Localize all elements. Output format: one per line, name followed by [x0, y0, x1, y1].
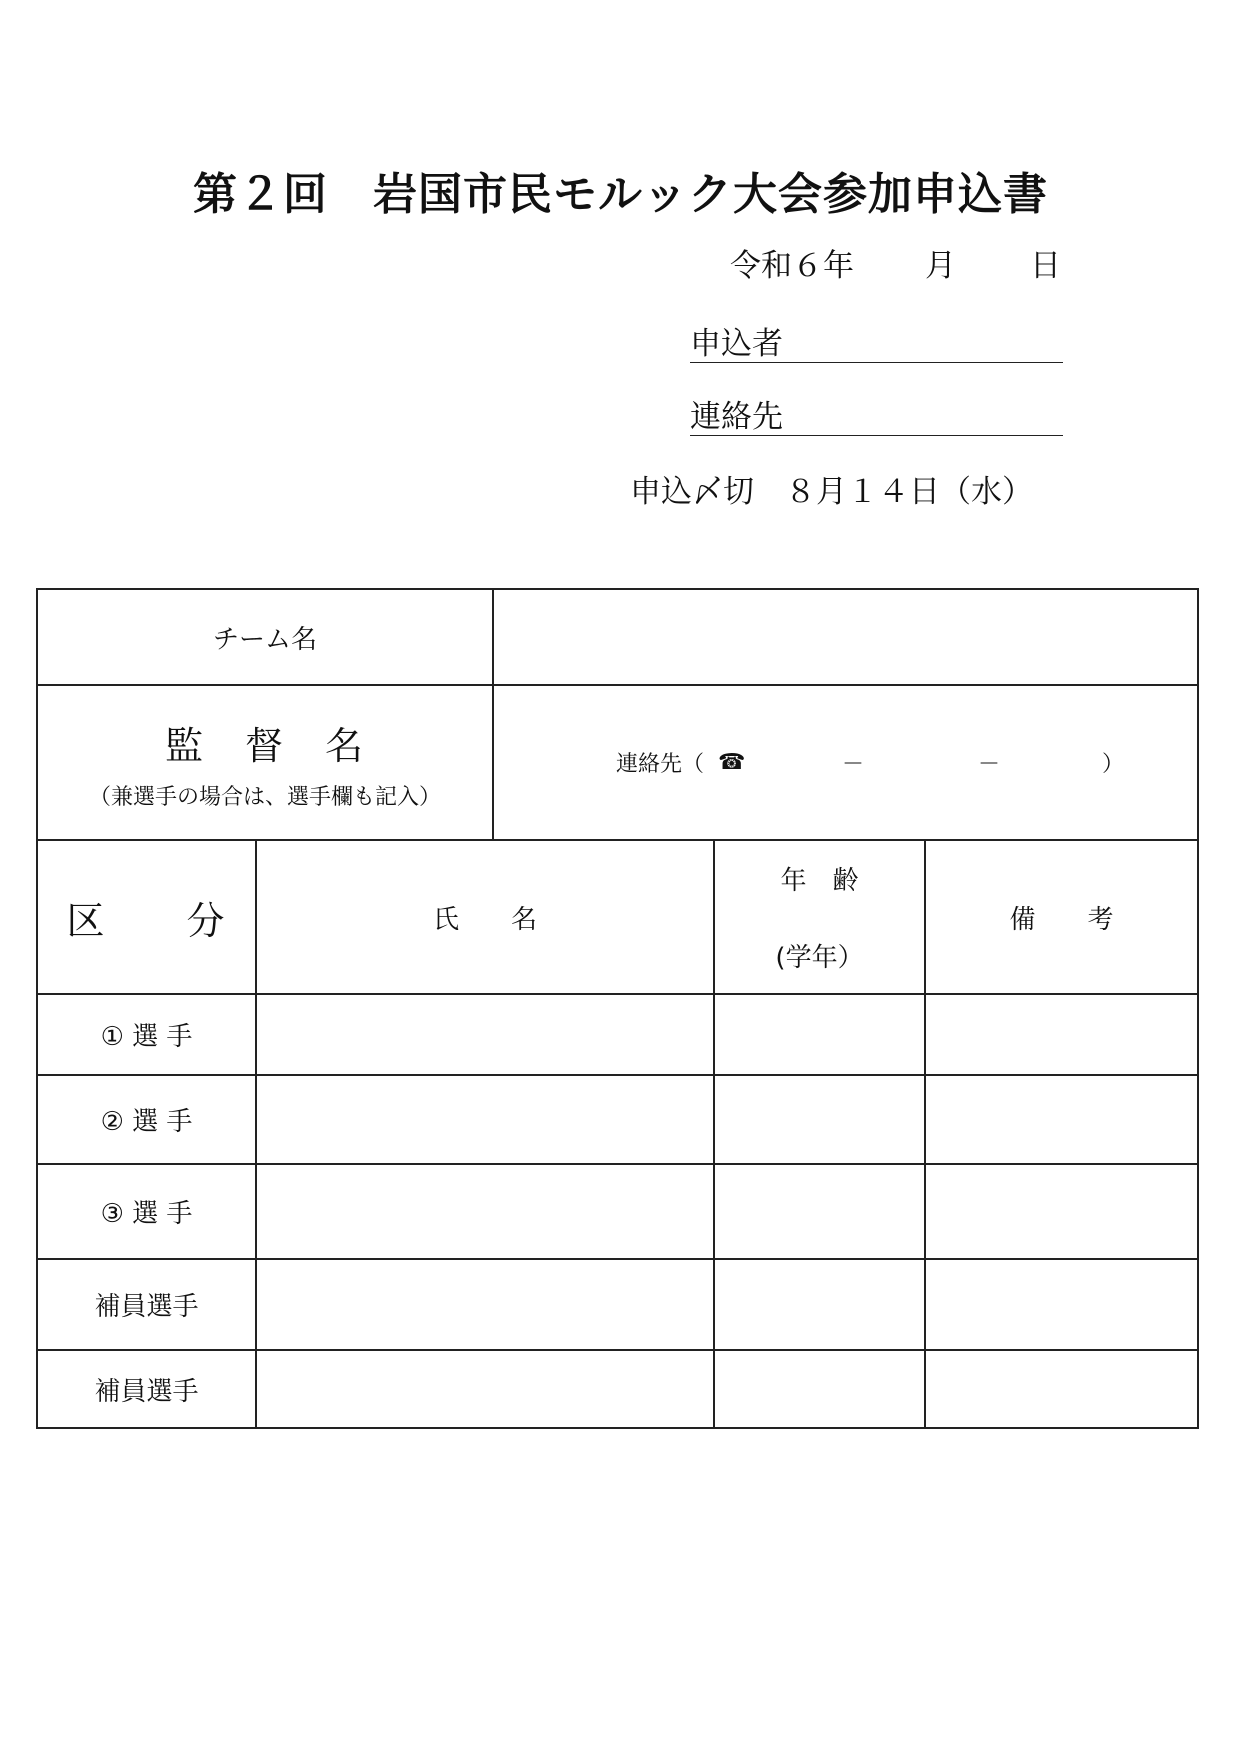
- manager-label-cell: [38, 686, 492, 839]
- team-name-input[interactable]: [494, 590, 1197, 684]
- applicant-field[interactable]: [690, 318, 1063, 363]
- manager-label: 監 督 名: [164, 723, 365, 768]
- date-month: 月: [925, 248, 956, 284]
- players-table: [36, 839, 1199, 1429]
- header-age-label: 年 齢: [780, 866, 859, 896]
- manager-contact-close: ）: [1102, 752, 1125, 777]
- contact-field[interactable]: [690, 391, 1063, 436]
- page-title: 第２回 岩国市民モルック大会参加申込書: [193, 169, 1048, 220]
- table-row-label: ③ 選 手: [100, 1199, 193, 1229]
- phone-dash-1: －: [842, 752, 865, 777]
- header-grade-label: (学年）: [775, 943, 864, 973]
- table-row-label: ② 選 手: [100, 1107, 193, 1137]
- manager-note: （兼選手の場合は、選手欄も記入）: [88, 784, 441, 810]
- header-age: [715, 841, 924, 993]
- team-name-label: チーム名: [212, 624, 317, 655]
- team-info-table: [36, 588, 1199, 841]
- team-name-label-cell: [38, 590, 492, 684]
- manager-contact-input[interactable]: [494, 686, 1197, 839]
- table-row-label: ① 選 手: [100, 1022, 193, 1052]
- contact-label: 連絡先: [690, 399, 783, 435]
- deadline: 申込〆切 ８月１４日（水）: [630, 474, 1033, 510]
- header-name: 氏 名: [432, 904, 537, 935]
- date-day: 日: [1030, 248, 1061, 284]
- date-era-year: 令和６年: [730, 248, 854, 284]
- header-remarks: 備 考: [1009, 904, 1114, 935]
- phone-dash-2: －: [978, 752, 1001, 777]
- manager-contact-label: 連絡先（: [616, 752, 705, 777]
- phone-icon: ☎: [718, 750, 746, 775]
- table-row-label: 補員選手: [94, 1376, 199, 1407]
- applicant-label: 申込者: [690, 326, 783, 362]
- header-category: 区 分: [66, 898, 227, 943]
- table-row-label: 補員選手: [94, 1292, 199, 1322]
